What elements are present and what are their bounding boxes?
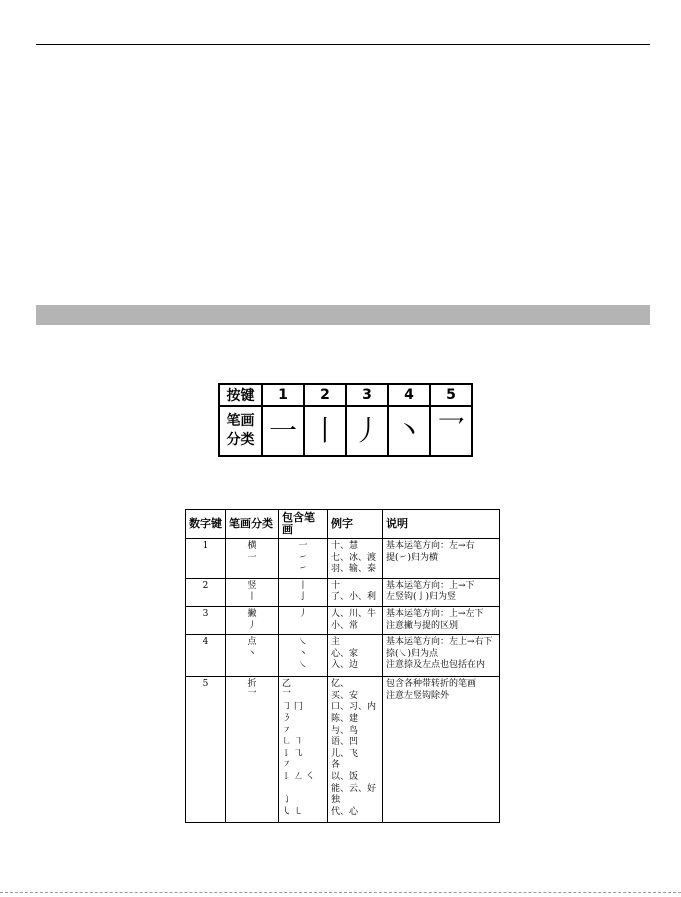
key-row — [219, 384, 472, 406]
table-row — [186, 578, 500, 606]
detail-header-row — [186, 510, 500, 539]
stroke-detail-table — [185, 509, 500, 823]
row-note: 包含各种带转折的笔画 注意左竖钩除外 — [383, 677, 500, 823]
key-1: 1 — [262, 384, 304, 406]
key-2: 2 — [304, 384, 346, 406]
header-rule — [36, 44, 650, 45]
row-category: 横 一 — [226, 539, 279, 579]
section-bar — [36, 305, 650, 325]
row-category: 撇 丿 — [226, 606, 279, 634]
stroke-2: 丨 — [304, 406, 346, 456]
row-strokes: 丨 亅 — [279, 578, 328, 606]
row-examples: 亿、 买、安 口、习、内 陈、建 与、鸟 语、凹 儿、飞 各 以、饭 能、云、好 独 代、心 — [328, 677, 383, 823]
stroke-5: 乛 — [430, 406, 472, 456]
row-strokes: 丿 — [279, 606, 328, 634]
table-row — [186, 606, 500, 634]
col-header-examples: 例字 — [328, 510, 383, 539]
row-note: 基本运笔方向：上→下 左竖钩(亅)归为竖 — [383, 578, 500, 606]
row-strokes: ㇏ 丶 ㇏ — [279, 635, 328, 677]
stroke-3: 丿 — [346, 406, 388, 456]
col-header-category: 笔画分类 — [226, 510, 279, 539]
row-key: 4 — [186, 635, 226, 677]
stroke-1: 一 — [262, 406, 304, 456]
row-note: 基本运笔方向：上→左下 注意撇与提的区别 — [383, 606, 500, 634]
key-3: 3 — [346, 384, 388, 406]
row-examples: 主 心、家 入、边 — [328, 635, 383, 677]
row-examples: 人、川、牛 小、常 — [328, 606, 383, 634]
row-category: 折 乛 — [226, 677, 279, 823]
row-category: 竖 丨 — [226, 578, 279, 606]
row-note: 基本运笔方向：左→右 提(㇀)归为横 — [383, 539, 500, 579]
table-row — [186, 677, 500, 823]
stroke-header-cell — [219, 406, 262, 456]
col-header-note: 说明 — [383, 510, 500, 539]
col-header-strokes: 包含笔画 — [279, 510, 328, 539]
row-strokes: 乙 乛 ㇆ 冂 ㇋ ㇇ ㇗ ㇕ ㇙ ㇈ ㇇ ㇙ ㇜ ㇛ ㇁ ㇂ ㇄ — [279, 677, 328, 823]
table-row — [186, 635, 500, 677]
key-5: 5 — [430, 384, 472, 406]
key-stroke-table — [218, 383, 473, 457]
row-strokes: 一 ㇀ ㇀ — [279, 539, 328, 579]
row-key: 2 — [186, 578, 226, 606]
row-note: 基本运笔方向：左上→右下 捺(㇏)归为点 注意捺及左点也包括在内 — [383, 635, 500, 677]
footer-rule — [0, 892, 681, 894]
row-examples: 十、慧 七、冰、渡 羽、输、泰 — [328, 539, 383, 579]
col-header-key: 数字键 — [186, 510, 226, 539]
table-row — [186, 539, 500, 579]
stroke-row — [219, 406, 472, 456]
row-key: 1 — [186, 539, 226, 579]
key-header-cell: 按键 — [219, 384, 262, 406]
row-examples: 十 了、小、利 — [328, 578, 383, 606]
stroke-header-line2: 分类 — [226, 432, 255, 448]
key-4: 4 — [388, 384, 430, 406]
row-category: 点 丶 — [226, 635, 279, 677]
row-key: 3 — [186, 606, 226, 634]
stroke-4: 丶 — [388, 406, 430, 456]
row-key: 5 — [186, 677, 226, 823]
stroke-header-line1: 笔画 — [226, 413, 255, 429]
